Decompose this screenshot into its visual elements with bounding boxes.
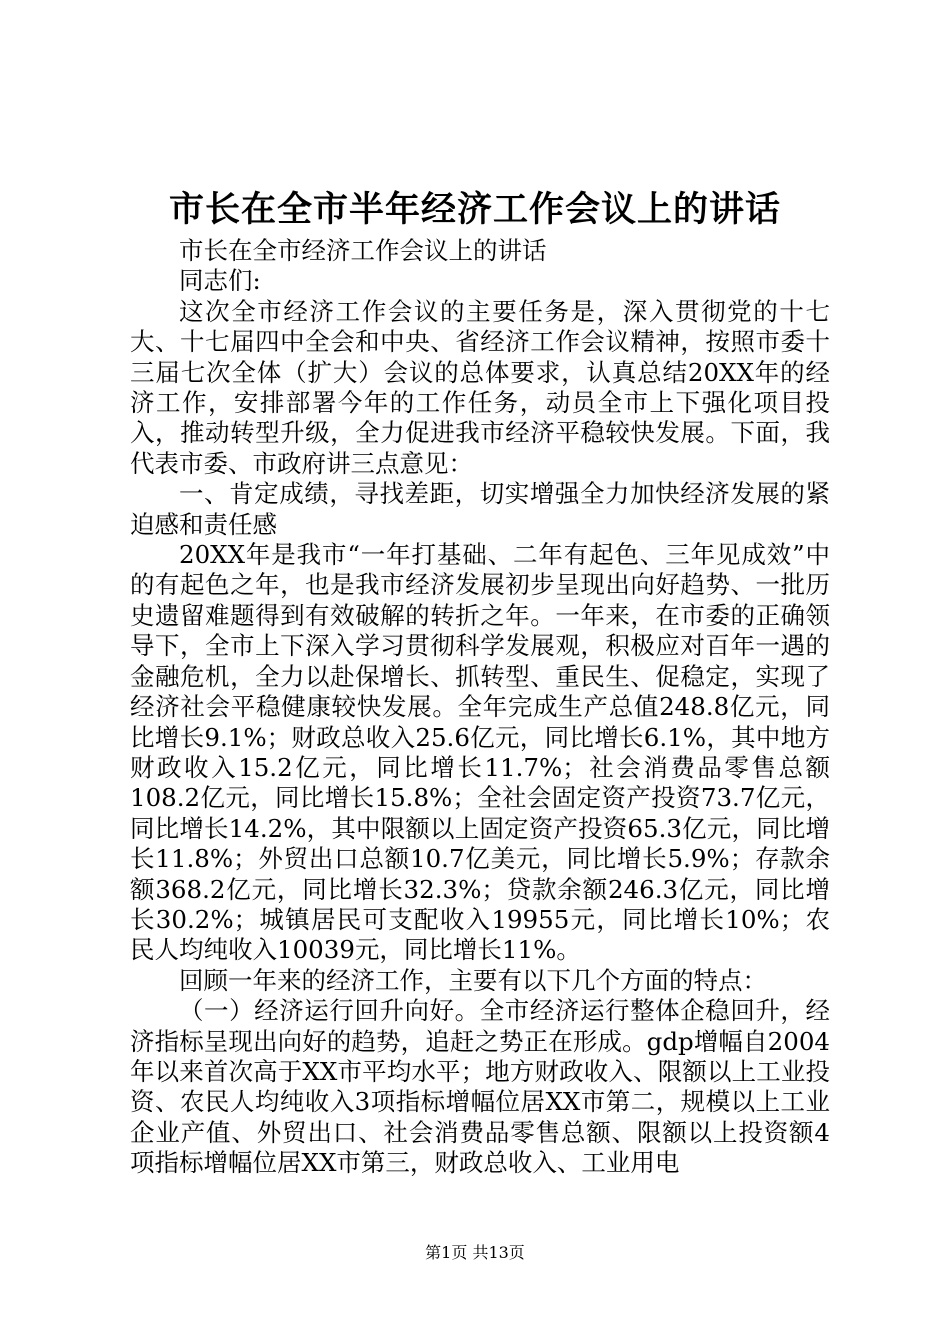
page-footer: 第1页 共13页 xyxy=(425,1243,525,1262)
achievements-paragraph: 20XX年是我市“一年打基础、二年有起色、三年见成效”中的有起色之年，也是我市经济发展初步呈现出向好趋势、一批历史遗留难题得到有效破解的转折之年。一年来，在市委的正确领导下，全市上下深入学习贯彻科学发展观，积极应对百年一遇的金融危机，全力以赴保增长、抓转型、重民生、促稳定，实现了经济社会平稳健康较快发展。全年完成生产总值248.8亿元，同比增长9.1%；财政总收入25.6亿元，同比增长6.1%，其中地方财政收入15.2亿元，同比增长11.7%；社会消费品零售总额108.2亿元，同比增长15.8%；全社会固定资产投资73.7亿元，同比增长14.2%，其中限额以上固定资产投资65.3亿元，同比增长11.8%；外贸出口总额10.7亿美元，同比增长5.9%；存款余额368.2亿元，同比增长32.3%；贷款余额246.3亿元，同比增长30.2%；城镇居民可支配收入19955元，同比增长10%；农民人均纯收入10039元，同比增长11%。 xyxy=(130,540,830,965)
document-title: 市长在全市半年经济工作会议上的讲话 xyxy=(168,189,781,230)
review-paragraph: 回顾一年来的经济工作，主要有以下几个方面的特点： xyxy=(179,965,767,995)
section-heading: 一、肯定成绩，寻找差距，切实增强全力加快经济发展的紧迫感和责任感 xyxy=(130,479,830,539)
subtitle-paragraph: 市长在全市经济工作会议上的讲话 xyxy=(179,236,547,265)
salutation-paragraph: 同志们: xyxy=(179,266,261,296)
economy-paragraph: （一）经济运行回升向好。全市经济运行整体企稳回升，经济指标呈现出向好的趋势，追赶之势正在形成。gdp增幅自2004年以来首次高于XX市平均水平；地方财政收入、限额以上工业投资、农民人均纯收入3项指标增幅位居XX市第二，规模以上工业企业产值、外贸出口、社会消费品零售总额、限额以上投资额4项指标增幅位居XX市第三，财政总收入、工业用电 xyxy=(130,996,830,1178)
intro-paragraph: 这次全市经济工作会议的主要任务是，深入贯彻党的十七大、十七届四中全会和中央、省经济工作会议精神，按照市委十三届七次全体（扩大）会议的总体要求，认真总结20XX年的经济工作，安排部署今年的工作任务，动员全市上下强化项目投入，推动转型升级，全力促进我市经济平稳较快发展。下面，我代表市委、市政府讲三点意见： xyxy=(130,296,830,478)
document-body xyxy=(130,236,830,1179)
